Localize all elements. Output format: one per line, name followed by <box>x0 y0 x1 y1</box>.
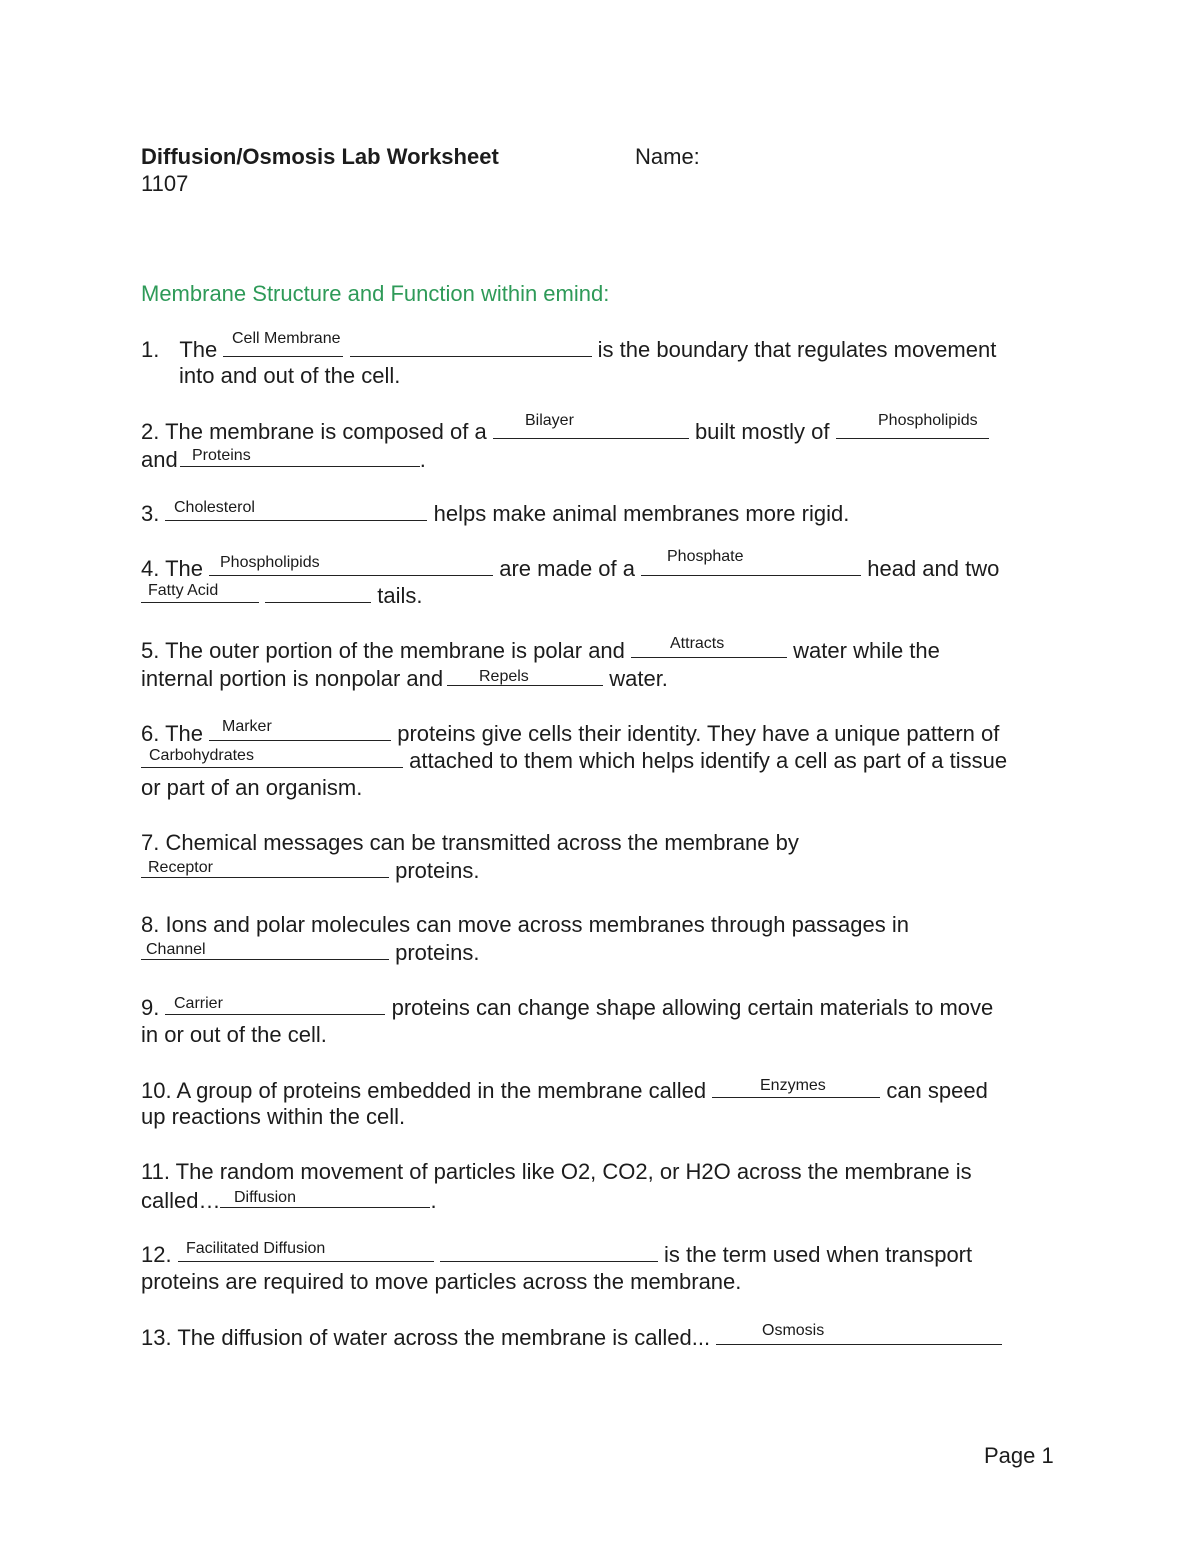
question-text: tails. <box>377 583 423 608</box>
section-heading: Membrane Structure and Function within emind: <box>141 281 610 306</box>
question-text: is the boundary that regulates movement <box>597 337 997 362</box>
question-text: A group of proteins embedded in the membrane called <box>176 1078 707 1103</box>
question-text: head and two <box>867 556 1000 581</box>
answer-2a[interactable]: Bilayer <box>525 412 574 429</box>
question-number: 10. <box>141 1078 172 1103</box>
answer-5b[interactable]: Repels <box>479 668 529 685</box>
answer-6a[interactable]: Marker <box>222 718 272 735</box>
question-text: called… <box>141 1188 221 1213</box>
question-number: 8. <box>141 912 160 937</box>
answer-1[interactable]: Cell Membrane <box>232 330 341 347</box>
question-text: . <box>419 447 426 472</box>
answer-13[interactable]: Osmosis <box>762 1322 825 1339</box>
answer-9[interactable]: Carrier <box>174 995 223 1012</box>
answer-3[interactable]: Cholesterol <box>174 499 255 516</box>
question-number: 11. <box>141 1159 170 1184</box>
answer-4b[interactable]: Phosphate <box>667 548 744 565</box>
name-label: Name: <box>635 144 700 169</box>
question-number: 13. <box>141 1325 172 1350</box>
question-9-line-2: in or out of the cell. <box>141 1022 327 1047</box>
question-6-line-2 <box>141 747 1007 774</box>
question-number: 2. <box>141 419 160 444</box>
answer-4c[interactable]: Fatty Acid <box>148 582 219 599</box>
worksheet-code: 1107 <box>141 171 189 196</box>
answer-blank[interactable] <box>350 336 592 357</box>
question-text: water. <box>609 666 668 691</box>
question-text: internal portion is nonpolar and <box>141 666 444 691</box>
question-1-line-2: into and out of the cell. <box>179 363 401 388</box>
question-text: The outer portion of the membrane is polar and <box>165 638 625 663</box>
answer-blank[interactable] <box>265 582 371 603</box>
question-5-line-2 <box>141 665 668 692</box>
question-12-line-2: proteins are required to move particles across the membrane. <box>141 1269 742 1294</box>
page-number: Page 1 <box>984 1443 1054 1468</box>
question-text: The <box>165 556 203 581</box>
answer-6b[interactable]: Carbohydrates <box>149 747 254 764</box>
question-number: 5. <box>141 638 160 663</box>
answer-2b[interactable]: Phospholipids <box>878 412 978 429</box>
question-number: 6. <box>141 721 160 746</box>
question-11-line-1 <box>141 1159 972 1185</box>
question-13-line-1 <box>141 1324 1002 1351</box>
question-text: proteins can change shape allowing certain materials to move <box>391 995 994 1020</box>
question-text: The random movement of particles like O2, CO2, or H2O across the membrane is <box>175 1159 972 1184</box>
question-5-line-1 <box>141 637 940 664</box>
question-text: proteins give cells their identity. They have a unique pattern of <box>397 721 1000 746</box>
question-text: The membrane is composed of a <box>165 419 487 444</box>
worksheet-title: Diffusion/Osmosis Lab Worksheet <box>141 144 499 169</box>
question-text: attached to them which helps identify a cell as part of a tissue <box>409 748 1008 773</box>
question-text: The <box>165 721 203 746</box>
question-text: are made of a <box>499 556 635 581</box>
question-number: 1. <box>141 337 160 362</box>
question-9-line-1 <box>141 994 993 1021</box>
question-text: water while the <box>793 638 940 663</box>
answer-blank[interactable] <box>716 1324 1002 1345</box>
question-10-line-1 <box>141 1077 988 1104</box>
question-number: 12. <box>141 1242 172 1267</box>
question-text: . <box>430 1188 437 1213</box>
question-text: built mostly of <box>694 419 830 444</box>
question-text: is the term used when transport <box>663 1242 973 1267</box>
question-text: Ions and polar molecules can move across membranes through passages in <box>165 912 909 937</box>
answer-4a[interactable]: Phospholipids <box>220 554 320 571</box>
answer-7[interactable]: Receptor <box>148 859 213 876</box>
answer-5a[interactable]: Attracts <box>670 635 725 652</box>
question-number: 7. <box>141 830 160 855</box>
question-number: 9. <box>141 995 160 1020</box>
answer-10[interactable]: Enzymes <box>760 1077 826 1094</box>
question-text: The diffusion of water across the membrane is called... <box>177 1325 711 1350</box>
question-text: helps make animal membranes more rigid. <box>433 501 850 526</box>
question-number: 4. <box>141 556 160 581</box>
question-text: and <box>141 447 178 472</box>
question-text: The <box>179 337 218 362</box>
question-text: proteins. <box>395 940 480 965</box>
question-text: proteins. <box>395 858 480 883</box>
answer-blank[interactable] <box>493 418 689 439</box>
answer-11[interactable]: Diffusion <box>234 1189 296 1206</box>
question-7-line-1 <box>141 830 799 856</box>
question-2-line-2 <box>141 446 426 473</box>
question-6-line-3: or part of an organism. <box>141 775 363 800</box>
answer-2c[interactable]: Proteins <box>192 447 251 464</box>
question-10-line-2: up reactions within the cell. <box>141 1104 406 1129</box>
answer-8[interactable]: Channel <box>146 941 206 958</box>
question-8-line-1 <box>141 912 909 938</box>
question-text: Chemical messages can be transmitted across the membrane by <box>165 830 799 855</box>
question-number: 3. <box>141 501 160 526</box>
answer-blank[interactable] <box>440 1241 658 1262</box>
answer-12[interactable]: Facilitated Diffusion <box>186 1240 326 1257</box>
question-text: can speed <box>886 1078 988 1103</box>
